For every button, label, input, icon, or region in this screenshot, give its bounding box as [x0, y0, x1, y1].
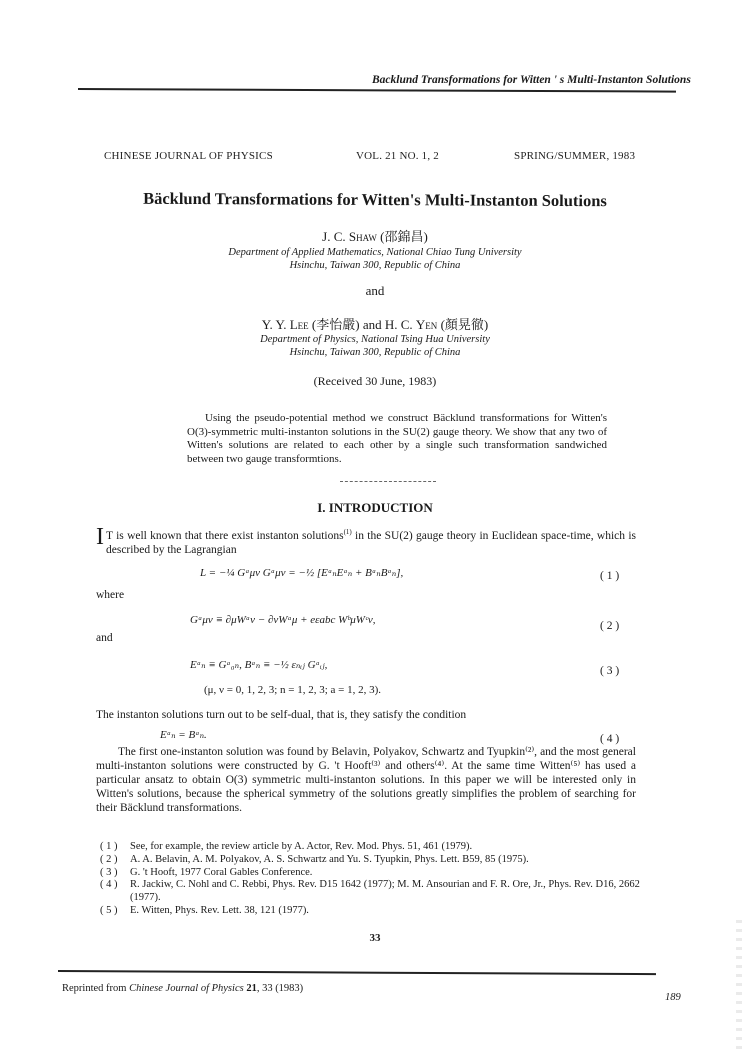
received-date: (Received 30 June, 1983)	[313, 374, 437, 388]
page-number: 33	[369, 932, 381, 944]
drop-cap: I	[96, 524, 104, 550]
author-chinese-name: (顏晃徹)	[440, 317, 489, 332]
reprint-page-number: 189	[665, 992, 681, 1003]
footnote-text: E. Witten, Phys. Rev. Lett. 38, 121 (1977).	[130, 904, 309, 916]
footnote	[100, 867, 645, 880]
section-heading: I. INTRODUCTION	[317, 500, 433, 515]
running-head: Backlund Transformations for Witten ' s Multi-Instanton Solutions	[372, 74, 691, 86]
footnote	[100, 905, 645, 918]
paper-title: Bäcklund Transformations for Witten's Multi-Instanton Solutions	[143, 188, 607, 211]
footnote	[100, 841, 645, 854]
equation-4: Eᵃₙ = Bᵃₙ.	[160, 729, 207, 741]
author-surname: Lee	[289, 317, 309, 332]
footnote-number: ( 4 )	[100, 879, 118, 891]
word-and: and	[96, 632, 113, 644]
author-initials: J. C.	[322, 229, 346, 244]
equation-2: Gᵃμν ≡ ∂μWᵃν − ∂νWᵃμ + eεabc WᵇμWᶜν,	[190, 614, 376, 626]
equation-number-2: ( 2 )	[600, 620, 620, 632]
footnote	[100, 879, 645, 905]
footnote-number: ( 2 )	[100, 853, 118, 865]
intro-paragraph-2: The first one-instanton solution was found by Belavin, Polyakov, Schwartz and Tyupkin⁽²⁾, and the most general multi-instanton solutions were constructed by G. 't Hooft⁽³⁾ and others⁽⁴⁾. At the same time Witten⁽⁵⁾ has used a particular ansatz to obtain O(3) symmetric multi-instanton solutions. In this paper we will be interested only in Witten's solutions, because the spherical symmetry of the solutions greatly simplifies the problem of searching for their Bäcklund transformations.	[96, 746, 636, 814]
equation-number-4: ( 4 )	[600, 733, 620, 745]
scan-edge-artifact	[736, 920, 742, 1050]
equation-3: Eᵃₙ ≡ Gᵃ₀ₙ, Bᵃₙ ≡ −½ εₙᵢⱼ Gᵃᵢⱼ,	[190, 659, 328, 671]
footnote-number: ( 1 )	[100, 841, 118, 852]
author-surname: Shaw	[348, 229, 377, 244]
footer-rule	[58, 970, 656, 975]
footnote-text: R. Jackiw, C. Nohl and C. Rebbi, Phys. Rev. D15 1642 (1977); M. M. Ansourian and F. R. Ore, Jr., Phys. Rev. D16, 2662 (1977).	[130, 879, 640, 904]
reprint-volume: 21	[246, 983, 257, 994]
abstract	[187, 412, 607, 466]
reference-marker: (1)	[343, 528, 352, 536]
paragraph-text: T is well known that there exist instanton solutions	[106, 529, 344, 542]
journal-name: CHINESE JOURNAL OF PHYSICS	[104, 150, 273, 162]
footnote-text: G. 't Hooft, 1977 Coral Gables Conference.	[130, 866, 313, 878]
author-conjunction: and	[362, 317, 382, 332]
abstract-separator	[340, 481, 436, 482]
author-lee-yen	[0, 314, 750, 333]
author-chinese-name: (李怡嚴)	[311, 317, 360, 332]
footnote-number: ( 3 )	[100, 866, 118, 878]
intro-paragraph-1	[96, 525, 636, 557]
footnote-text: A. A. Belavin, A. M. Polyakov, A. S. Schwartz and Yu. S. Tyupkin, Phys. Lett. B59, 85 (1975).	[130, 853, 529, 865]
footnote	[100, 854, 645, 867]
author-surname: Yen	[415, 317, 438, 332]
word-where: where	[96, 589, 125, 601]
journal-volume: VOL. 21 NO. 1, 2	[356, 150, 439, 162]
header-rule	[78, 88, 676, 93]
equation-number-1: ( 1 )	[600, 570, 620, 582]
author-chinese-name: (邵錦昌)	[380, 229, 428, 244]
paragraph-text: in the SU(2) gauge theory in Euclidean space-time, which is described by the Lagrangian	[106, 529, 636, 556]
reprint-citation: , 33 (1983)	[256, 983, 304, 994]
footnotes	[100, 841, 645, 918]
footnote-number: ( 5 )	[100, 904, 118, 916]
equation-number-3: ( 3 )	[600, 665, 620, 677]
footnote-text: See, for example, the review article by A. Actor, Rev. Mod. Phys. 51, 461 (1979).	[130, 841, 473, 852]
equation-3-range: (μ, ν = 0, 1, 2, 3; n = 1, 2, 3; a = 1, 2, 3).	[204, 684, 382, 696]
author-initials: H. C.	[384, 317, 413, 332]
journal-season: SPRING/SUMMER, 1983	[514, 150, 636, 162]
authors-and: and	[365, 283, 385, 298]
abstract-text: Using the pseudo-potential method we construct Bäcklund transformations for Witten's O(3)-symmetric multi-instanton solutions in the SU(2) gauge theory. We show that any two of Witten's solutions are related to each other by a single such transformation sandwiched between two gauge transformtions.	[187, 412, 607, 465]
reprint-notice	[62, 983, 303, 994]
author-initials: Y. Y.	[261, 317, 287, 332]
reprint-journal: Chinese Journal of Physics	[129, 983, 244, 994]
reprint-prefix: Reprinted from	[62, 983, 130, 994]
affiliation-shaw: Department of Applied Mathematics, National Chiao Tung University	[228, 247, 522, 258]
selfdual-text: The instanton solutions turn out to be self-dual, that is, they satisfy the condition	[96, 709, 467, 721]
affiliation-lee-yen: Department of Physics, National Tsing Hua University	[260, 334, 490, 345]
author-shaw	[0, 226, 750, 245]
equation-1: L = −¼ Gᵃμν Gᵃμν = −½ [EᵃₙEᵃₙ + BᵃₙBᵃₙ],	[200, 567, 404, 579]
address-shaw: Hsinchu, Taiwan 300, Republic of China	[289, 260, 461, 271]
address-lee-yen: Hsinchu, Taiwan 300, Republic of China	[289, 347, 461, 358]
